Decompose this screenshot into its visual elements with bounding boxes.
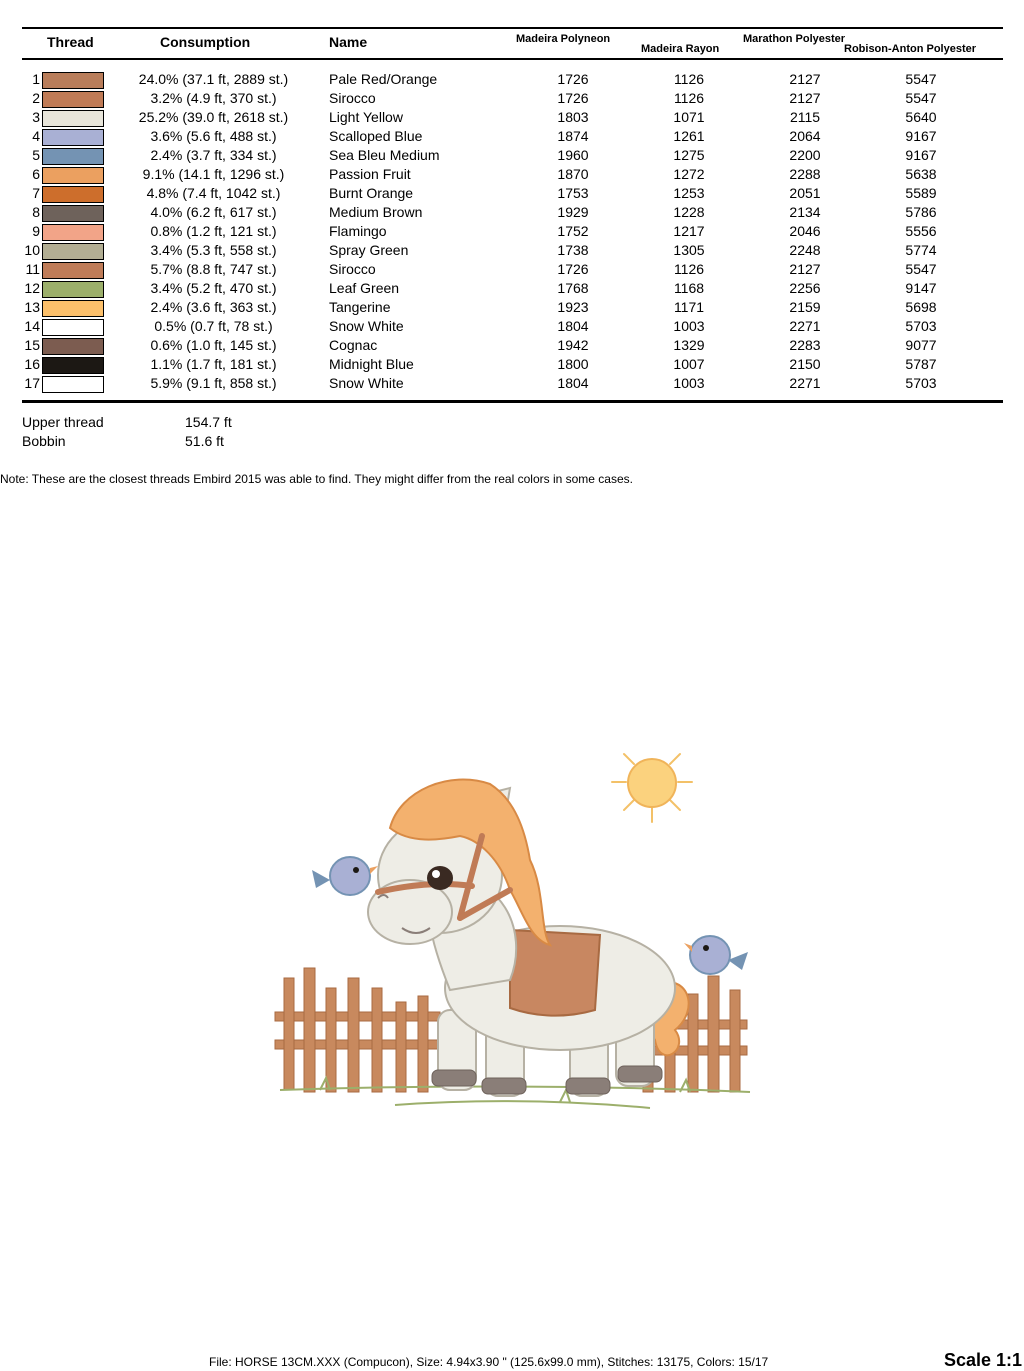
robison-anton-code: 5703 <box>905 375 937 391</box>
madeira-rayon-code: 1228 <box>673 204 705 220</box>
robison-anton-code: 5547 <box>905 71 937 87</box>
marathon-polyester-code: 2150 <box>789 356 821 372</box>
table-bottom-rule <box>22 400 1003 403</box>
madeira-rayon-code: 1126 <box>673 90 705 106</box>
thread-number: 16 <box>24 356 40 372</box>
thread-consumption: 4.8% (7.4 ft, 1042 st.) <box>146 185 281 201</box>
robison-anton-code: 9167 <box>905 128 937 144</box>
thread-color-swatch <box>42 243 104 260</box>
thread-number: 3 <box>32 109 40 125</box>
thread-name: Burnt Orange <box>329 185 414 201</box>
madeira-rayon-code: 1275 <box>673 147 705 163</box>
thread-name: Flamingo <box>329 223 387 239</box>
marathon-polyester-code: 2064 <box>789 128 821 144</box>
marathon-polyester-code: 2115 <box>789 109 821 125</box>
marathon-polyester-code: 2127 <box>789 261 821 277</box>
madeira-rayon-code: 1217 <box>673 223 705 239</box>
thread-name: Spray Green <box>329 242 409 258</box>
bobbin-label: Bobbin <box>22 433 66 449</box>
marathon-polyester-code: 2200 <box>789 147 821 163</box>
robison-anton-code: 9147 <box>905 280 937 296</box>
marathon-polyester-code: 2134 <box>789 204 821 220</box>
thread-color-swatch <box>42 262 104 279</box>
robison-anton-code: 9167 <box>905 147 937 163</box>
thread-name: Tangerine <box>329 299 391 315</box>
madeira-polyneon-code: 1753 <box>557 185 589 201</box>
thread-color-swatch <box>42 300 104 317</box>
thread-consumption: 25.2% (39.0 ft, 2618 st.) <box>138 109 289 125</box>
madeira-polyneon-code: 1726 <box>557 261 589 277</box>
bird-left-icon <box>312 857 378 895</box>
thread-consumption: 5.7% (8.8 ft, 747 st.) <box>150 261 277 277</box>
thread-number: 15 <box>24 337 40 353</box>
robison-anton-code: 5556 <box>905 223 937 239</box>
thread-color-swatch <box>42 91 104 108</box>
madeira-rayon-code: 1126 <box>673 71 705 87</box>
thread-name: Cognac <box>329 337 378 353</box>
robison-anton-code: 5703 <box>905 318 937 334</box>
thread-color-swatch <box>42 148 104 165</box>
thread-number: 8 <box>32 204 40 220</box>
robison-anton-code: 5638 <box>905 166 937 182</box>
header-marathon-polyester: Marathon Polyester <box>743 33 846 45</box>
thread-color-swatch <box>42 224 104 241</box>
marathon-polyester-code: 2288 <box>789 166 821 182</box>
thread-color-swatch <box>42 281 104 298</box>
bird-right-icon <box>684 936 748 974</box>
madeira-polyneon-code: 1960 <box>557 147 589 163</box>
thread-name: Snow White <box>329 375 404 391</box>
header-consumption: Consumption <box>160 34 251 50</box>
marathon-polyester-code: 2271 <box>789 318 821 334</box>
marathon-polyester-code: 2256 <box>789 280 821 296</box>
madeira-rayon-code: 1329 <box>673 337 705 353</box>
thread-name: Pale Red/Orange <box>329 71 438 87</box>
thread-color-swatch <box>42 357 104 374</box>
thread-number: 11 <box>25 261 40 277</box>
marathon-polyester-code: 2046 <box>789 223 821 239</box>
thread-name: Medium Brown <box>329 204 423 220</box>
thread-row <box>0 374 1024 393</box>
thread-row <box>0 165 1024 184</box>
scale-label: Scale 1:1 <box>943 1350 1022 1370</box>
thread-consumption: 3.2% (4.9 ft, 370 st.) <box>150 90 277 106</box>
header-name: Name <box>329 34 368 50</box>
thread-color-swatch <box>42 319 104 336</box>
madeira-polyneon-code: 1870 <box>557 166 589 182</box>
marathon-polyester-code: 2283 <box>789 337 821 353</box>
thread-number: 6 <box>32 166 40 182</box>
madeira-polyneon-code: 1804 <box>557 318 589 334</box>
left-fence <box>275 968 440 1092</box>
robison-anton-code: 5698 <box>905 299 937 315</box>
thread-consumption: 5.9% (9.1 ft, 858 st.) <box>150 375 277 391</box>
table-top-rule <box>22 27 1003 29</box>
robison-anton-code: 5786 <box>905 204 937 220</box>
thread-consumption: 2.4% (3.7 ft, 334 st.) <box>150 147 277 163</box>
thread-color-swatch <box>42 338 104 355</box>
thread-consumption: 9.1% (14.1 ft, 1296 st.) <box>142 166 285 182</box>
header-robison-anton-polyester: Robison-Anton Polyester <box>844 43 977 55</box>
thread-consumption: 3.4% (5.2 ft, 470 st.) <box>150 280 277 296</box>
madeira-polyneon-code: 1768 <box>557 280 589 296</box>
marathon-polyester-code: 2159 <box>789 299 821 315</box>
thread-row <box>0 108 1024 127</box>
thread-consumption: 0.5% (0.7 ft, 78 st.) <box>154 318 273 334</box>
madeira-polyneon-code: 1738 <box>557 242 589 258</box>
madeira-polyneon-code: 1929 <box>557 204 589 220</box>
thread-number: 7 <box>32 185 40 201</box>
thread-name: Leaf Green <box>329 280 400 296</box>
robison-anton-code: 5547 <box>905 90 937 106</box>
thread-row <box>0 279 1024 298</box>
sun-icon <box>612 754 692 822</box>
thread-row <box>0 203 1024 222</box>
madeira-polyneon-code: 1874 <box>557 128 589 144</box>
thread-row <box>0 89 1024 108</box>
madeira-rayon-code: 1007 <box>673 356 705 372</box>
thread-consumption: 3.6% (5.6 ft, 488 st.) <box>150 128 277 144</box>
thread-name: Sirocco <box>329 261 376 277</box>
madeira-polyneon-code: 1923 <box>557 299 589 315</box>
marathon-polyester-code: 2051 <box>789 185 821 201</box>
madeira-rayon-code: 1168 <box>673 280 705 296</box>
madeira-rayon-code: 1003 <box>673 375 705 391</box>
upper-thread-label: Upper thread <box>22 414 104 430</box>
thread-name: Sirocco <box>329 90 376 106</box>
thread-consumption: 4.0% (6.2 ft, 617 st.) <box>150 204 277 220</box>
madeira-rayon-code: 1003 <box>673 318 705 334</box>
marathon-polyester-code: 2248 <box>789 242 821 258</box>
thread-color-swatch <box>42 376 104 393</box>
thread-name: Midnight Blue <box>329 356 414 372</box>
madeira-rayon-code: 1253 <box>673 185 705 201</box>
madeira-rayon-code: 1126 <box>673 261 705 277</box>
thread-row <box>0 222 1024 241</box>
madeira-polyneon-code: 1804 <box>557 375 589 391</box>
thread-row <box>0 146 1024 165</box>
madeira-polyneon-code: 1803 <box>557 109 589 125</box>
thread-color-swatch <box>42 110 104 127</box>
thread-name: Snow White <box>329 318 404 334</box>
thread-consumption: 0.8% (1.2 ft, 121 st.) <box>150 223 277 239</box>
thread-name: Passion Fruit <box>329 166 411 182</box>
madeira-polyneon-code: 1726 <box>557 90 589 106</box>
thread-consumption: 3.4% (5.3 ft, 558 st.) <box>150 242 277 258</box>
thread-number: 12 <box>24 280 40 296</box>
thread-row <box>0 70 1024 89</box>
thread-color-swatch <box>42 167 104 184</box>
table-header-rule <box>22 58 1003 60</box>
madeira-polyneon-code: 1752 <box>557 223 589 239</box>
upper-thread-value: 154.7 ft <box>185 414 232 430</box>
thread-color-swatch <box>42 205 104 222</box>
thread-row <box>0 127 1024 146</box>
robison-anton-code: 5774 <box>905 242 937 258</box>
thread-number: 10 <box>24 242 40 258</box>
robison-anton-code: 5589 <box>905 185 937 201</box>
thread-name: Sea Bleu Medium <box>329 147 440 163</box>
horse-eye <box>427 866 453 890</box>
file-info: File: HORSE 13CM.XXX (Compucon), Size: 4.94x3.90 " (125.6x99.0 mm), Stitches: 13175, Colors: 15/17 <box>209 1355 769 1369</box>
robison-anton-code: 5640 <box>905 109 937 125</box>
robison-anton-code: 5547 <box>905 261 937 277</box>
thread-consumption: 2.4% (3.6 ft, 363 st.) <box>150 299 277 315</box>
thread-row <box>0 336 1024 355</box>
robison-anton-code: 5787 <box>905 356 937 372</box>
thread-row <box>0 241 1024 260</box>
madeira-rayon-code: 1272 <box>673 166 705 182</box>
header-madeira-polyneon: Madeira Polyneon <box>516 33 611 45</box>
header-madeira-rayon: Madeira Rayon <box>641 43 720 55</box>
thread-name: Light Yellow <box>329 109 403 125</box>
thread-number: 13 <box>24 299 40 315</box>
thread-row <box>0 355 1024 374</box>
madeira-rayon-code: 1261 <box>673 128 705 144</box>
madeira-rayon-code: 1305 <box>673 242 705 258</box>
thread-number: 2 <box>32 90 40 106</box>
thread-match-note: Note: These are the closest threads Embird 2015 was able to find. They might differ from the real colors in some cases. <box>0 472 633 486</box>
madeira-polyneon-code: 1726 <box>557 71 589 87</box>
marathon-polyester-code: 2271 <box>789 375 821 391</box>
thread-number: 5 <box>32 147 40 163</box>
thread-row <box>0 184 1024 203</box>
thread-row <box>0 260 1024 279</box>
saddle-blanket <box>510 930 600 1016</box>
thread-consumption: 24.0% (37.1 ft, 2889 st.) <box>138 71 289 87</box>
thread-number: 1 <box>32 71 40 87</box>
madeira-polyneon-code: 1800 <box>557 356 589 372</box>
madeira-polyneon-code: 1942 <box>557 337 589 353</box>
thread-number: 14 <box>24 318 40 334</box>
thread-consumption: 0.6% (1.0 ft, 145 st.) <box>150 337 277 353</box>
thread-row <box>0 298 1024 317</box>
marathon-polyester-code: 2127 <box>789 71 821 87</box>
madeira-rayon-code: 1071 <box>673 109 705 125</box>
thread-color-swatch <box>42 186 104 203</box>
robison-anton-code: 9077 <box>905 337 937 353</box>
thread-name: Scalloped Blue <box>329 128 423 144</box>
thread-color-swatch <box>42 129 104 146</box>
bobbin-value: 51.6 ft <box>185 433 224 449</box>
thread-consumption: 1.1% (1.7 ft, 181 st.) <box>150 356 277 372</box>
thread-number: 9 <box>32 223 40 239</box>
marathon-polyester-code: 2127 <box>789 90 821 106</box>
thread-color-swatch <box>42 72 104 89</box>
header-thread: Thread <box>47 34 94 50</box>
embroidery-design-preview <box>260 740 770 1120</box>
thread-row <box>0 317 1024 336</box>
madeira-rayon-code: 1171 <box>673 299 705 315</box>
thread-number: 4 <box>32 128 40 144</box>
thread-number: 17 <box>24 375 40 391</box>
